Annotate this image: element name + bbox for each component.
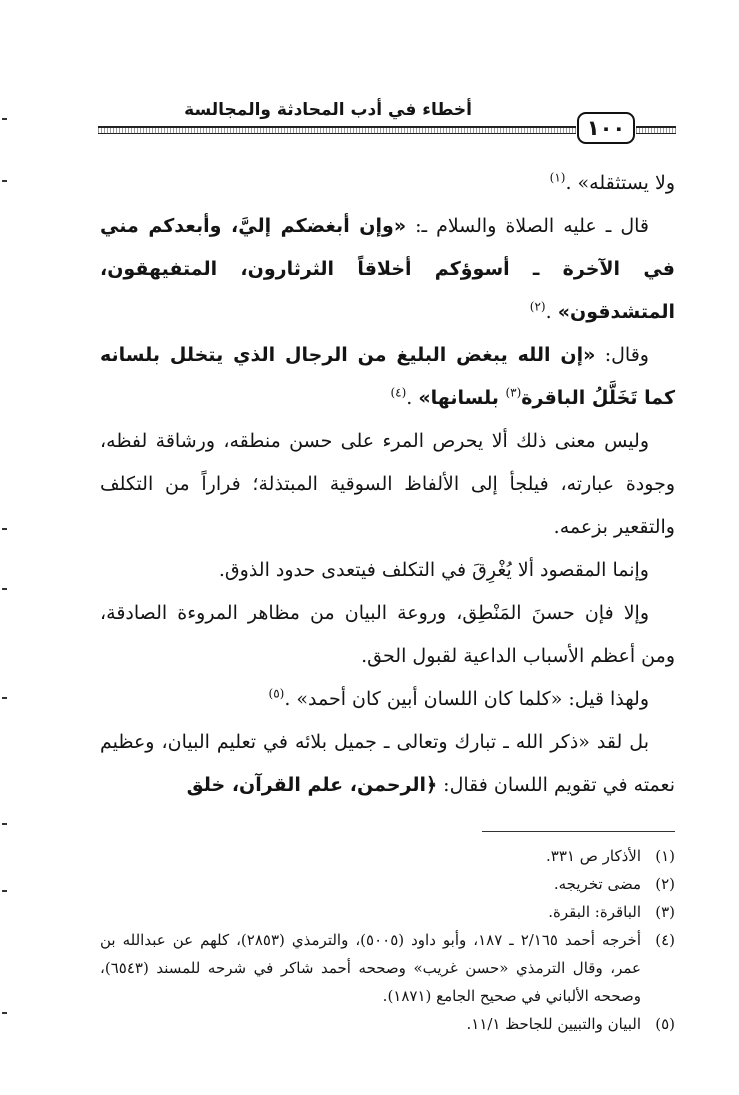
footnote-item xyxy=(100,926,675,1010)
footnote-item xyxy=(100,842,675,870)
footnote-item xyxy=(100,1010,675,1038)
margin-mark xyxy=(2,697,7,699)
margin-mark xyxy=(2,588,7,590)
main-text xyxy=(100,162,675,807)
paragraph xyxy=(100,420,675,549)
margin-mark xyxy=(2,528,7,530)
footnotes xyxy=(100,842,675,1038)
margin-mark xyxy=(2,118,7,120)
text-run: ولا يستثقله» . xyxy=(565,172,675,194)
text-run: وليس معنى ذلك ألا يحرص المرء على حسن منطقه، ورشاقة لفظه، وجودة عبارته، فيلجأ إلى الألفاظ السوقية المبتذلة؛ فراراً من التكلف والتقعير بزعمه. xyxy=(100,430,675,538)
footnote-number: (٤) xyxy=(655,931,675,949)
quoted-text: ﴿الرحمن، علم القرآن، خلق xyxy=(186,774,438,796)
running-header-title: أخطاء في أدب المحادثة والمجالسة xyxy=(184,100,472,120)
quoted-text: «إن الله يبغض البليغ من الرجال الذي يتخلل بلسانه كما تَخَلَّلُ الباقرة xyxy=(100,344,675,409)
text-run: وإلا فإن حسنَ المَنْطِق، وروعة البيان من مظاهر المروءة الصادقة، ومن أعظم الأسباب الداعية لقبول الحق. xyxy=(100,602,675,667)
margin-mark xyxy=(2,890,7,892)
footnote-item xyxy=(100,898,675,926)
paragraph xyxy=(100,592,675,678)
footnote-ref: (٣) xyxy=(505,385,522,400)
footnote-number: (٣) xyxy=(655,903,675,921)
margin-mark xyxy=(2,180,7,182)
text-run: . xyxy=(545,301,558,323)
text-run: قال ـ عليه الصلاة والسلام ـ: xyxy=(406,215,650,237)
margin-mark xyxy=(2,823,7,825)
footnote-separator xyxy=(482,831,675,832)
paragraph xyxy=(100,162,675,205)
footnote-number: (٥) xyxy=(655,1015,675,1033)
text-run: . xyxy=(406,387,419,409)
header-rule-right xyxy=(636,126,676,134)
footnote-text: مضى تخريجه. xyxy=(553,875,641,893)
footnote-ref: (٤) xyxy=(390,385,407,400)
text-run: بل لقد «ذكر الله ـ تبارك وتعالى ـ جميل بلائه في تعليم البيان، وعظيم نعمته في تقويم اللسان فقال: xyxy=(100,731,675,796)
page-number: ١٠٠ xyxy=(577,112,635,144)
header-rule-left xyxy=(98,126,576,134)
margin-mark xyxy=(2,1012,7,1014)
footnote-ref: (٢) xyxy=(529,299,546,314)
text-run: وإنما المقصود ألا يُغْرِقَ في التكلف فيتعدى حدود الذوق. xyxy=(218,559,649,581)
paragraph xyxy=(100,205,675,334)
quoted-text: بلسانها» xyxy=(418,387,506,409)
paragraph xyxy=(100,334,675,420)
footnote-item xyxy=(100,870,675,898)
footnote-number: (١) xyxy=(655,847,675,865)
footnote-text: الأذكار ص ٣٣١. xyxy=(546,847,641,865)
paragraph xyxy=(100,721,675,807)
footnote-text: البيان والتبيين للجاحظ ١١/١. xyxy=(466,1015,641,1033)
footnote-ref: (٥) xyxy=(268,686,285,701)
text-run: وقال: xyxy=(595,344,649,366)
footnote-number: (٢) xyxy=(655,875,675,893)
paragraph xyxy=(100,549,675,592)
footnote-ref: (١) xyxy=(549,170,566,185)
footnote-text: أخرجه أحمد ٢/١٦٥ ـ ١٨٧، وأبو داود (٥٠٠٥)، والترمذي (٢٨٥٣)، كلهم عن عبدالله بن عمر، وقال الترمذي «حسن غريب» وصححه أحمد شاكر في شرحه للمسند (٦٥٤٣)، وصححه الألباني في صحيح الجامع (١٨٧١). xyxy=(100,931,642,1005)
footnote-text: الباقرة: البقرة. xyxy=(548,903,641,921)
text-run: ولهذا قيل: «كلما كان اللسان أبين كان أحمد» . xyxy=(284,688,649,710)
paragraph xyxy=(100,678,675,721)
quoted-text: «وإن أبغضكم إليَّ، وأبعدكم مني في الآخرة ـ أسوؤكم أخلاقاً الثرثارون، المتفيهقون، المتشدقون» xyxy=(100,215,675,323)
